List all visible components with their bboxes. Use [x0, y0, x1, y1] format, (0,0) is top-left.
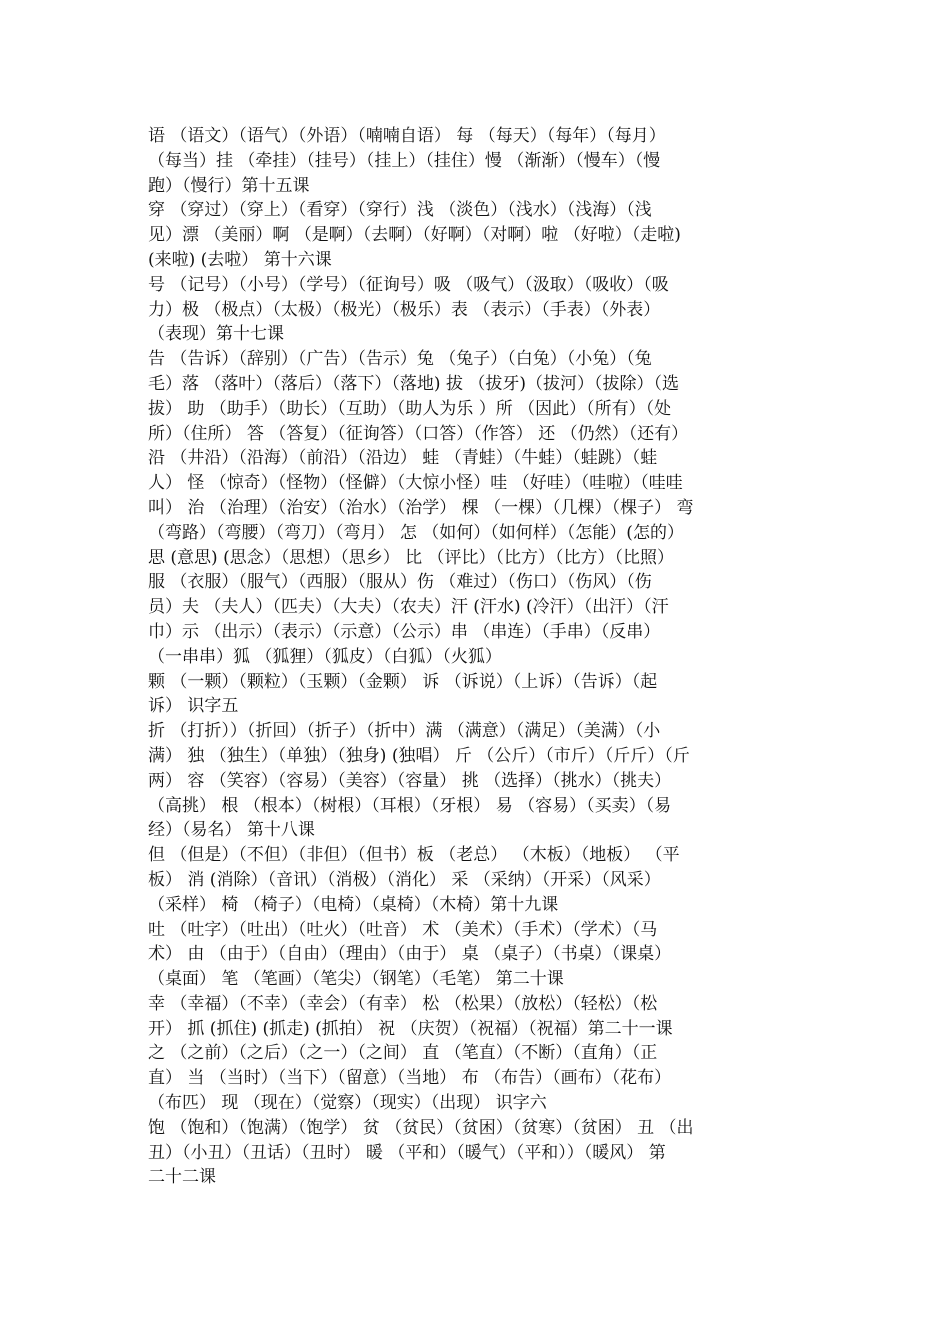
- text-line: (来啦) (去啦） 第十六课: [148, 249, 332, 270]
- text-line: 告 （告诉）（辞别）（广告）（告示）兔 （兔子）（白兔）（小兔）（兔: [148, 349, 652, 370]
- text-line: 经）（易名） 第十八课: [148, 820, 315, 841]
- text-line: 但 （但是）（不但）（非但）（但书）板 （老总） （木板）（地板） （平: [148, 845, 680, 866]
- text-line: 丑）（小丑）（丑话）（丑时） 暖 （平和）（暖气）（平和））（暖风） 第: [148, 1142, 666, 1163]
- text-line: 穿 （穿过）（穿上）（看穿）（穿行）浅 （淡色）（浅水）（浅海）（浅: [148, 200, 652, 221]
- text-line: 吐 （吐字）（吐出）（吐火）（吐音） 术 （美术）（手术）（学术）（马: [148, 919, 658, 940]
- text-line: 拔） 助 （助手）（助长）（互助）（助人为乐 ）所 （因此）（所有）（处: [148, 398, 672, 419]
- text-line: 之 （之前）（之后）（之一）（之间） 直 （笔直）（不断）（直角）（正: [148, 1043, 658, 1064]
- text-line: 巾）示 （出示）（表示）（示意）（公示）串 （串连）（手串）（反串）: [148, 621, 661, 642]
- text-line: （一串串）狐 （狐狸）（狐皮）（白狐）（火狐）: [148, 646, 502, 667]
- text-line: 诉） 识字五: [148, 696, 239, 717]
- text-line: 人） 怪 （惊奇）（怪物）（怪僻）（大惊小怪）哇 （好哇）（哇啦）（哇哇: [148, 473, 683, 494]
- text-line: 二十二课: [148, 1167, 216, 1188]
- text-line: 跑）（慢行）第十五课: [148, 175, 310, 196]
- text-line: 员）夫 （夫人）（匹夫）（大夫）（农夫）汗 (汗水) (冷汗）（出汗）（汗: [148, 597, 669, 618]
- text-line: 两） 容 （笑容）（容易）（美容）（容量） 挑 （选择）（挑水）（挑夫）: [148, 770, 672, 791]
- text-line: 所）（住所） 答 （答复）（征询答）（口答）（作答） 还 （仍然）（还有）: [148, 423, 689, 444]
- text-line: 术） 由 （由于）（自由）（理由）（由于） 桌 （桌子）（书桌）（课桌）: [148, 944, 672, 965]
- text-line: 号 （记号）（小号）（学号）（征询号）吸 （吸气）（汲取）（吸收）（吸: [148, 274, 669, 295]
- text-line: （每当）挂 （牵挂）（挂号）（挂上）（挂住）慢 （渐渐）（慢车）（慢: [148, 150, 661, 171]
- text-line: （采样） 椅 （椅子）（电椅）（桌椅）（木椅）第十九课: [148, 894, 559, 915]
- vocabulary-text: [148, 124, 808, 1190]
- text-line: 思 (意思) (思念）（思想）（思乡） 比 （评比）（比方）（比方）（比照）: [148, 547, 675, 568]
- text-line: 服 （衣服）（服气）（西服）（服从）伤 （难过）（伤口）（伤风）（伤: [148, 572, 652, 593]
- text-line: 满） 独 （独生）（单独）（独身) (独唱） 斤 （公斤）（市斤）（斤斤）（斤: [148, 745, 690, 766]
- text-line: 沿 （井沿）（沿海）（前沿）（沿边） 蛙 （青蛙）（牛蛙）（蛙跳）（蛙: [148, 448, 658, 469]
- text-line: 折 （打折））（折回）（折子）（折中）满 （满意）（满足）（美满）（小: [148, 721, 661, 742]
- text-line: 板） 消 (消除）（音讯）（消极）（消化） 采 （采纳）（开采）（风采）: [148, 869, 661, 890]
- text-line: 颗 （一颗）（颗粒）（玉颗）（金颗） 诉 （诉说）（上诉）（告诉）（起: [148, 671, 658, 692]
- text-line: （高挑） 根 （根本）（树根）（耳根）（牙根） 易 （容易）（买卖）（易: [148, 795, 672, 816]
- text-line: 毛）落 （落叶）（落后）（落下）（落地) 拔 （拔牙)（拔河）（拔除）（选: [148, 373, 679, 394]
- text-line: （桌面） 笔 （笔画）（笔尖）（钢笔）（毛笔） 第二十课: [148, 969, 564, 990]
- text-line: 语 （语文）（语气）（外语）（喃喃自语） 每 （每天）（每年）（每月）: [148, 126, 666, 146]
- text-line: 饱 （饱和）（饱满）（饱学） 贫 （贫民）（贫困）（贫寒）（贫困） 丑 （出: [148, 1117, 694, 1138]
- text-line: （表现）第十七课: [148, 324, 284, 345]
- text-line: 开） 抓 (抓住) (抓走) (抓拍） 祝 （庆贺）（祝福）（祝福）第二十一课: [148, 1018, 673, 1039]
- text-line: （布匹） 现 （现在）（觉察）（现实）（出现） 识字六: [148, 1093, 547, 1114]
- text-line: 叫） 治 （治理）（治安）（治水）（治学） 棵 （一棵）（几棵）（棵子） 弯: [148, 497, 694, 518]
- text-line: 见）漂 （美丽）啊 （是啊）（去啊）（好啊）（对啊）啦 （好啦）（走啦): [148, 225, 681, 246]
- text-line: 直） 当 （当时）（当下）（留意）（当地） 布 （布告）（画布）（花布）: [148, 1068, 672, 1089]
- text-line: 力）极 （极点）（太极）（极光）（极乐）表 （表示）（手表）（外表）: [148, 299, 661, 320]
- text-line: 幸 （幸福）（不幸）（幸会）（有幸） 松 （松果）（放松）（轻松）（松: [148, 993, 658, 1014]
- text-line: （弯路）（弯腰）（弯刀）（弯月） 怎 （如何）（如何样）（怎能）(怎的）: [148, 522, 684, 543]
